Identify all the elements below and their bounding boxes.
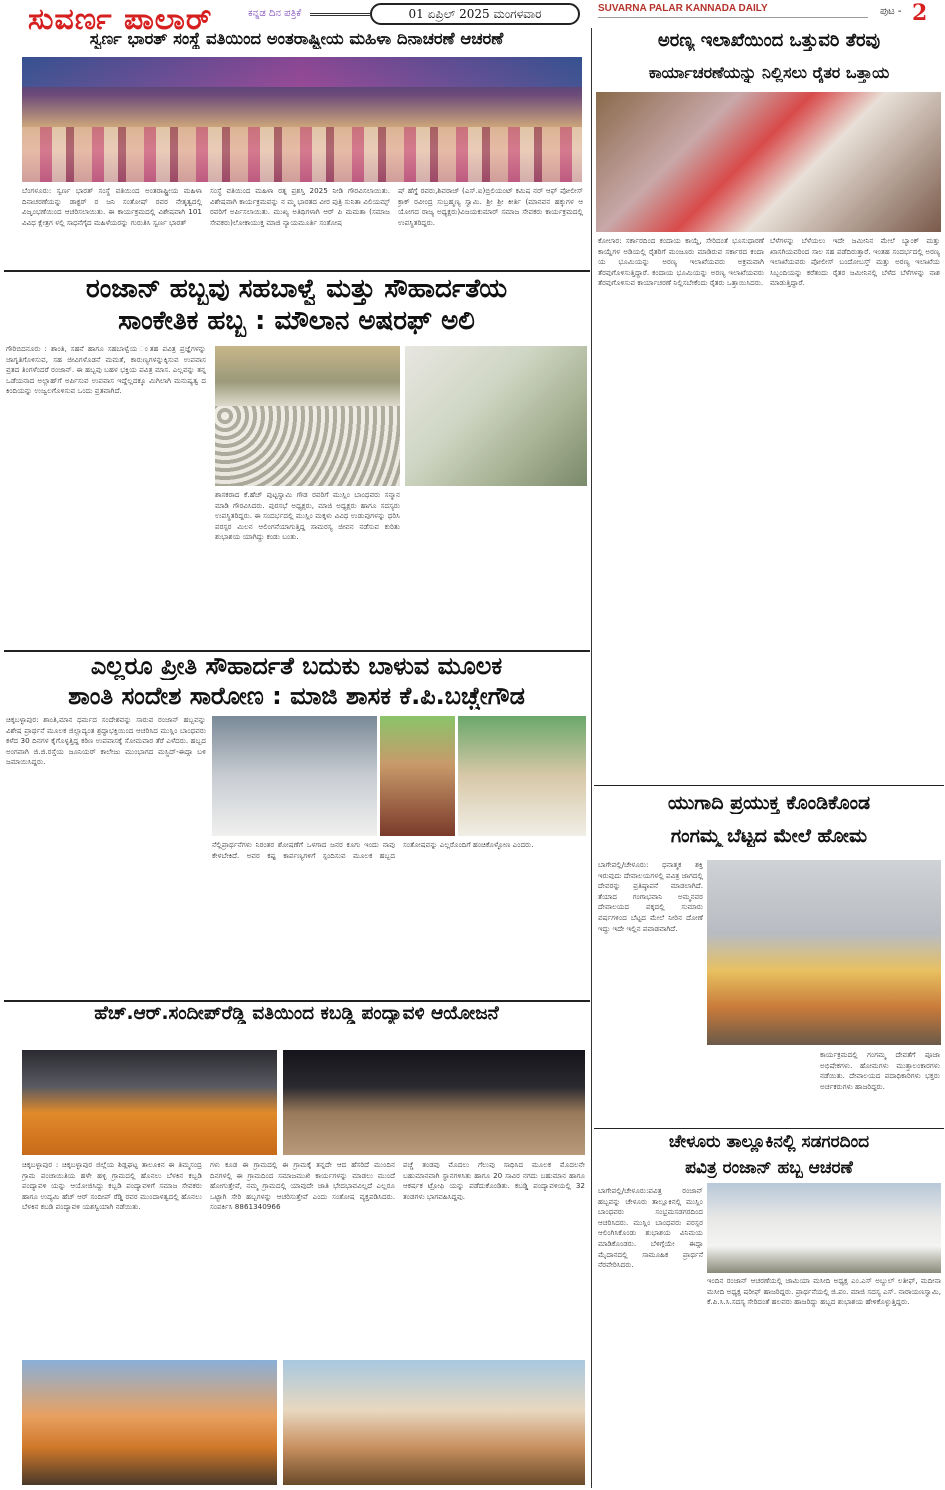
- section-rule: [594, 785, 944, 786]
- photo-peace-cleric: [380, 716, 455, 836]
- issue-date: 01 ಏಪ್ರಿಲ್ 2025 ಮಂಗಳವಾರ: [370, 3, 580, 25]
- photo-peace-greeting: [212, 716, 377, 836]
- article-chelur-col1: ಬಾಗೇಪಲ್ಲಿ/ಚೇಳೂರು:ಪವಿತ್ರ ರಂಜಾನ್ ಹಬ್ಬವನ್ನು ಚೇಳೂರು ತಾಲ್ಲೂಕಿನಲ್ಲಿ ಮುಸ್ಲಿಂ ಬಾಂಧವರು ಸಂಭ್ರಮಸಡಗರದಿಂದ ಆಚರಿಸಿದರು. ಮುಸ್ಲಿಂ ಬಾಂಧವರು ಪರಸ್ಪರ ಆಲಿಂಗಿಸಿಕೊಂಡು ಶುಭಾಶಯ ವಿನಿಮಯ ಮಾಡಿಕೊಂಡರು. ಬೆಳಿಗ್ಗೆಯೇ ಈದ್ಗಾ ಮೈದಾನದಲ್ಲಿ ಸಾಮೂಹಿಕ ಪ್ರಾರ್ಥನೆ ನೆರವೇರಿಸಿದರು.: [598, 1186, 703, 1270]
- article-yugadi-col1: ಬಾಗೇಪಲ್ಲಿ/ಚೇಳೂರು: ಧನಾತ್ಮಕ ಶಕ್ತಿ ಇರುವುದು ದೇವಾಲಯಗಳಲ್ಲಿ ಪವಿತ್ರ ಜಾಗದಲ್ಲಿ ದೇವರನ್ನು ಪ್ರತಿಷ್ಠಾಪನೆ ಮಾಡಲಾಗಿದೆ. ತೆಯಾದ ಗಂಗಾಭವಾನಿ ಅಮ್ಮನವರ ದೇವಾಲಯದ ಪಕ್ಕದಲ್ಲಿ ಸುಮಾರು ವರ್ಷಗಳಿಂದ ಬೆಟ್ಟದ ಮೇಲೆ ನೀರಿನ ದೋಣೆ ಇದ್ದು ಇದೇ ಇಲ್ಲಿನ ಪವಾಡವಾಗಿದೆ.: [598, 860, 703, 933]
- headline-yugadi-line1: ಯುಗಾದಿ ಪ್ರಯುಕ್ತ ಕೊಂಡಿಕೊಂಡ: [667, 792, 871, 814]
- article-womens-day-col3: ಷ್ ಹೆಗ್ಡೆ ರವರು,ಶಿವರಾಜ್ (ಎಸ್.ಐ)ಬ್ರಿಲಿಯಂಟ್ ಕಮಿಷ ನರ್ ಆಫ್ ಪೋಲೀಸ್ ಕ್ರಾಕ್ ರವೀಂದ್ರ ಸುಬ್ರಹ್ಮಣ್ಯ ಸ್ವಾಮಿ. ಶ್ರೀ ಶ್ರೀ ಕೀರ್ತಿ (ಮಾನವನ ಹಕ್ಕುಗಳ ಆ ಯೋಗದ ರಾಜ್ಯ ಅಧ್ಯಕ್ಷರು)ವಿಜಯಕುಮಾರ್ ಸಮಾಜ ಸೇವಕರು ಕಾರ್ಯಕ್ರಮದಲ್ಲಿ ಉಪಸ್ಥಿತರಿದ್ದರು.: [398, 186, 583, 227]
- headline-chelur-line2: ಪವಿತ್ರ ರಂಜಾನ್ ಹಬ್ಬ ಆಚರಣೆ: [685, 1158, 853, 1178]
- photo-ramzan-speaker: [405, 346, 587, 486]
- section-rule: [594, 1128, 944, 1129]
- article-chelur-col2: ಇಂದಿನ ರಂಜಾನ್ ಆಚರಣೆಯಲ್ಲಿ ಜಾಮಿಯಾ ಮಸೀದಿ ಅಧ್ಯಕ್ಷ ಎಂ.ಎಸ್ ಅಬ್ದುಲ್ ಲತೀಫ್, ಮದೀನಾ ಮಸೀದಿ ಅಧ್ಯಕ್ಷ ಷರೀಫ್ ಹಾಜರಿದ್ದರು. ಪ್ರಾರ್ಥನೆಯಲ್ಲಿ ಜಿ.ಪಂ. ಮಾಜಿ ಸದಸ್ಯ ಎಸ್. ನಾರಾಯಣಸ್ವಾಮಿ, ಕೆ.ಪಿ.ಸಿ.ಸಿ.ಸದಸ್ಯ ಸೇರಿದಂತೆ ಹಲವರು ಹಾಜರಿದ್ದು ಹಬ್ಬದ ಶುಭಾಶಯ ಹೇಳಿಕೊಳ್ಳುತ್ತಿದ್ದರು.: [707, 1276, 941, 1307]
- article-kabaddi-col1: ಚಿಕ್ಕಬಳ್ಳಾಪುರ : ಚಿಕ್ಕಬಳ್ಳಾಪುರ ಜಿಲ್ಲೆಯ ಶಿಡ್ಲಘಟ್ಟ ತಾಲೂಕಿನ ಈ ತಿಮ್ಮಸಂದ್ರ ಗ್ರಾಮ ಪಂಚಾಯಿತಿಯ ಹಳೇ ಹಳ್ಳಿ ಗ್ರಾಮದಲ್ಲಿ ಹೊನಲು ಬೆಳಕಿನ ಕಬ್ಬಡಿ ಪಂದ್ಯಾವಳಿ ಯನ್ನು ಆಯೋಜಿಸಿದ್ದು ಕಬ್ಬಡಿ ಪಂದ್ಯಾವಳಿಗೆ ಸಮಾಜ ಸೇವಕರು ಹಾಗೂ ಉದ್ಯಮಿ ಹೆಚ್ ಆರ್ ಸಂದೀಪ್ ರೆಡ್ಡಿ ರವರ ಮುಂದಾಳತ್ವದಲ್ಲಿ ಹೊನಲು ಬೆಳಕಿನ ಕಬಡಿ ಪಂದ್ಯಾವಳಿ ಯಶಸ್ವಿಯಾಗಿ ನಡೆಯಿತು.: [22, 1160, 202, 1212]
- english-name: SUVARNA PALAR KANNADA DAILY: [598, 3, 768, 14]
- article-peace-col2: ನೆಲ್ಲಿಪ್ರಾರ್ಥನೆಗಳು ನಿರಂತರ ಶೋಷಣೆಗೆ ಒಳಗಾದ ಜನರ ಕೂಗು ಇಂದು ನಾವು ಕೇಳಬೇಕಿದೆ. ಅವರ ಕಷ್ಟ ಕಾರ್ಪಣ್ಯಗಳಿಗೆ ಸ್ಪಂದಿಸುವ ಮೂಲಕ ಹಬ್ಬದ ಸಂತೋಷವನ್ನು ಎಲ್ಲರೊಂದಿಗೆ ಹಂಚಿಕೊಳ್ಳೋಣ ಎಂದರು.: [212, 840, 534, 860]
- article-ramzan-col2: ಶಾಸಕರಾದ ಕೆ.ಹೆಚ್ ಪುಟ್ಟಸ್ವಾಮಿ ಗೌಡ ರವರಿಗೆ ಮುಸ್ಲಿಂ ಬಾಂಧವರು ಸನ್ಮಾನ ಮಾಡಿ ಗೌರವಿಸಿದರು. ಪುರಸಭೆ ಅಧ್ಯಕ್ಷರು, ಮಾಜಿ ಅಧ್ಯಕ್ಷರು ಹಾಗೂ ಸದಸ್ಯರು ಉಪಸ್ಥಿತರಿದ್ದರು. ಈ ಸಂದರ್ಭದಲ್ಲಿ ಮುಸ್ಲಿಂ ಮಕ್ಕಳು ವಿವಿಧ ಉಡುಪುಗಳನ್ನು ಧರಿಸಿ ಪರಸ್ಪರ ಮಿಲನ ಆಲಿಂಗನೆಯಾಗುತ್ತಿದ್ದ ಸಾಮರಸ್ಯ ಜೀವನ ನಡೆಸುವ ಕುರಿತು ಶುಭಾಶಯ ಯಾಗಿದ್ದು ಕಂಡು ಬಂತು.: [215, 490, 400, 542]
- article-yugadi-col2: ಕಾರ್ಯಕ್ರಮದಲ್ಲಿ ಗಂಗಮ್ಮ ದೇವತೆಗೆ ಪೂಜಾ ಅಭಿಷೇಕಗಳು. ಹೋಮಗಳು ಮುತ್ತಾಲಂಕಾರಗಳು ನಡೆಯಿತು. ದೇವಾಲಯದ ಪದಾಧಿಕಾರಿಗಳು ಭಕ್ತರು ಅರ್ಚಕರುಗಳು ಹಾಜರಿದ್ದರು.: [820, 1050, 940, 1091]
- page-label: ಪುಟ -: [880, 6, 902, 17]
- english-name-rule: [598, 17, 868, 18]
- headline-forest-line1: ಅರಣ್ಯ ಇಲಾಖೆಯಿಂದ ಒತ್ತುವರಿ ತೆರವು: [657, 30, 881, 51]
- headline-peace-line1: ಎಲ್ಲರೂ ಪ್ರೀತಿ ಸೌಹಾರ್ದತೆ ಬದುಕು ಬಾಳುವ ಮೂಲಕ: [90, 652, 503, 680]
- article-ramzan-col1: ಗೌರಿಬಿದನೂರು : ಶಾಂತಿ, ಸಹನೆ ಹಾಗೂ ಸಹಬಾಳ್ವೆಯ ಂತಹ ಪವಿತ್ರ ಪ್ರಜ್ಞೆಗಳನ್ನು ಜಾಗೃತಿಗೊಳಿಸುವ, ಸಹ ಜೀವಿಗಳೊಡನೆ ಮಮತೆ, ಕಾರುಣ್ಯಗಳನ್ನುಕ್ಕಿಸುವ ಉಪವಾಸ ವ್ರತದ ತಿಂಗಳೆಂದರೆ ರಂಜಾನ್. ಈ ಹಬ್ಬವು ಬಹಳ ಭಕ್ತಿಯ ಪವಿತ್ರ ಮಾಸ. ಎಲ್ಲವನ್ನು ತನ್ನ ಒಡೆಯನಾದ ಅಲ್ಲಾಹ್‌ಗೆ ಅರ್ಪಿಸುವ ಉಪವಾಸ ಇದ್ದೆಲ್ಲದಕ್ಕೂ ಮಿಗಿಲಾಗಿ ಮನುಷ್ಯತ್ವ ದ ಕಿಂದಿಯನ್ನು ಉಜ್ವಲಗೊಳಿಸುವ ಒಂದು ವ್ರತವಾಗಿದೆ.: [6, 344, 206, 396]
- column-divider: [591, 28, 592, 1488]
- headline-womens-day: ಸ್ವರ್ಣ ಭಾರತ್ ಸಂಸ್ಥೆ ವತಿಯಿಂದ ಅಂತರಾಷ್ಟ್ರೀಯ ಮಹಿಳಾ ದಿನಾಚರಣೆ ಆಚರಣೆ: [89, 29, 504, 48]
- photo-ramzan-prayer-gathering: [215, 346, 400, 486]
- newspaper-title: ಸುವರ್ಣ ಪಾಲಾರ್: [28, 2, 213, 37]
- masthead-rule: [310, 13, 370, 16]
- section-rule: [4, 270, 590, 272]
- headline-yugadi-line2: ಗಂಗಮ್ಮ ಬೆಟ್ಟದ ಮೇಲೆ ಹೋಮ: [670, 825, 868, 847]
- photo-kabaddi-players-handshake: [22, 1050, 277, 1155]
- photo-forest-farmers-protest: [596, 92, 941, 232]
- page-number: 2: [912, 0, 928, 26]
- photo-kabaddi-team: [22, 1360, 277, 1485]
- article-womens-day-col1: ಬೆಂಗಳೂರು: ಸ್ವರ್ಣ ಭಾರತ್ ಸಂಸ್ಥೆ ವತಿಯಿಂದ ಅಂತರಾಷ್ಟ್ರೀಯ ಮಹಿಳಾ ದಿನಾಚರಣೆಯನ್ನು ಡಾಕ್ಟರ್ ರ ಜನಿ ಸಂತೋಷ್ ರವರ ನೇತೃತ್ವದಲ್ಲಿ ವಿಜೃಂಭಣೆಯಿಂದ ಆಚರಿಸಲಾಯಿತು. ಈ ಕಾರ್ಯಕ್ರಮದಲ್ಲಿ ವಿಶೇಷವಾಗಿ 101 ವಿವಿಧ ಕ್ಷೇತ್ರಗ ಳಲ್ಲಿ ಸಾಧನೆಗೈದ ಮಹಿಳೆಯರನ್ನು ಗುರುತಿಸಿ ಸ್ವರ್ಣ ಭಾರತ್: [22, 186, 202, 227]
- article-kabaddi-col3: ಪಚ್ಚೆ ತಂಡವು ಮೊದಲು ಗೆಲುವು ಸಾಧಿಸಿದ ಮೂಲಕ ಮೊದಲನೇ ಬಹುಮಾನವಾಗಿ ಸ್ಥಾನಗಳಿಸಿತು ಹಾಗೂ 20 ಸಾವಿರ ನಗದು ಬಹುಮಾನ ಹಾಗೂ ಆಕರ್ಷಕ ಟ್ರೋಫಿ ಯನ್ನು ಪಡೆದುಕೊಂಡಿತು. ಕಬಡ್ಡಿ ಪಂದ್ಯಾವಳಿಯಲ್ಲಿ 32 ತಂಡಗಳು ಭಾಗವಹಿಸಿದ್ದವು.: [403, 1160, 585, 1201]
- headline-kabaddi: ಹೆಚ್.ಆರ್.ಸಂದೀಪ್‌ರೆಡ್ಡಿ ವತಿಯಿಂದ ಕಬಡ್ಡಿ ಪಂದ್ಯಾವಳಿ ಆಯೋಜನೆ: [94, 1003, 499, 1024]
- headline-chelur-line1: ಚೇಳೂರು ತಾಲ್ಲೂಕಿನಲ್ಲಿ ಸಡಗರದಿಂದ: [668, 1132, 870, 1152]
- headline-forest-line2: ಕಾರ್ಯಾಚರಣೆಯನ್ನು ನಿಲ್ಲಿಸಲು ರೈತರ ಒತ್ತಾಯ: [648, 63, 890, 82]
- photo-womens-day-event: [22, 57, 582, 182]
- article-forest-col2: ಬೆಳೆಗಳನ್ನು ಬೆಳೆಯಲು ಇದೇ ಜಮೀನಿನ ಮೇಲೆ ಬ್ಯಾಂಕ್ ಮತ್ತು ಖಾಸಗಿಯವರಿಂದ ಸಾಲ ಸಹ ಪಡೆದಿರುತ್ತಾರೆ. ಇಂತಹ ಸಂದರ್ಭದಲ್ಲಿ ಅರಣ್ಯ ಇಲಾಖೆಯವರು ಪೋಲೀಸ್ ಬಂದೋಬಸ್ತ್ ಮತ್ತು ಅರಣ್ಯ ಇಲಾಖೆಯ ಸಿಬ್ಬಂದಿಯನ್ನು ಕರೆತಂದು ರೈತರ ಜಮೀನಿನಲ್ಲಿ ಬೆಳೆದ ಬೆಳೆಗಳನ್ನು ನಾಶ ಮಾಡುತ್ತಿದ್ದಾರೆ.: [770, 236, 940, 288]
- article-peace-col1: ಚಿಕ್ಕಬಳ್ಳಾಪುರ: ಶಾಂತಿ,ಮಾನ ಧರ್ಮದ ಸಂದೇಶವನ್ನು ಸಾರುವ ರಂಜಾನ್ ಹಬ್ಬವನ್ನು ವಿಶೇಷ ಪ್ರಾರ್ಥನೆ ಮೂಲಕ ಜಿಲ್ಲಾದ್ಯಂತ ಶ್ರದ್ಧಾಭಕ್ತಿಯಿಂದ ಆಚರಿಸಿದ ಮುಸ್ಲಿಂ ಬಾಂಧವರು ಕಳೆದ 30 ದಿನಗಳ ಕೈಗೊಳ್ಳತ್ತಿದ್ದ ಕಠಿಣ ಉಪವಾಸಕ್ಕೆ ಸೋಮವಾರ ತೆರೆ ಎಳೆದರು. ಹಬ್ಬದ ಅಂಗವಾಗಿ ಜಿ.ಜಿ.ರಸ್ತೆಯ ಜೂನಿಯರ್ ಕಾಲೇಜು ಮುಂಭಾಗದ ಮಸ್ಜಿದ್-ಈದ್ಗಾ ಬಳಿ ಜಮಾಯಿಸಿದ್ದರು.: [6, 715, 206, 767]
- article-kabaddi-col2: ಗಳು ಕೂಡ ಈ ಗ್ರಾಮದಲ್ಲಿ ಈ ಗ್ರಾಮಕ್ಕೆ ತನ್ನದೇ ಆದ ಹೆಸರಿದೆ ಮುಂದಿನ ದಿನಗಳಲ್ಲಿ ಈ ಗ್ರಾಮದಿಂದ ಸಮಾಜಮುಖಿ ಕಾರ್ಯಗಳನ್ನು ಮಾಡಲು ಮುಂದೆ ಹೋಗುತ್ತೇವೆ, ನಮ್ಮ ಗ್ರಾಮದಲ್ಲಿ ಯಾವುದೇ ಜಾತಿ ಭೇದಭಾವವಿಲ್ಲದೆ ಎಲ್ಲರೂ ಒಟ್ಟಾಗಿ ಸೇರಿ ಹಬ್ಬಗಳನ್ನು ಆಚರಿಸುತ್ತೇವೆ ಎಂದು ಸಂತೋಷ ವ್ಯಕ್ತಪಡಿಸಿದರು. ಸಂಪರ್ಕಿಸಿ 8861340966: [210, 1160, 395, 1212]
- headline-peace-line2: ಶಾಂತಿ ಸಂದೇಶ ಸಾರೋಣ : ಮಾಜಿ ಶಾಸಕ ಕೆ.ಪಿ.ಬಚ್ಚೇಗೌಡ: [68, 682, 525, 710]
- photo-yugadi-homa: [707, 860, 941, 1045]
- photo-kabaddi-trophy: [283, 1360, 585, 1485]
- photo-kabaddi-match-night: [283, 1050, 585, 1155]
- photo-chelur-prayer: [707, 1183, 941, 1273]
- section-rule: [4, 1000, 590, 1002]
- article-womens-day-col2: ಸಂಸ್ಥೆ ವತಿಯಿಂದ ಮಹಿಳಾ ರತ್ನ ಪ್ರಶಸ್ತಿ 2025 ನೀಡಿ ಗೌರವಿಸಲಾಯಿತು. ವಿಶೇಷವಾಗಿ ಕಾರ್ಯಕ್ರಮವನ್ನು ನ ಮ್ಮ ಭಾರತದ ವೀರ ಪುತ್ರಿ ಸುನಿತಾ ವಿಲಿಯಮ್ಸ್ ರವರಿಗೆ ಅರ್ಪಿಸಲಾಯಿತು. ಮುಖ್ಯ ಅತಿಥಿಗಳಾಗಿ ಆರ್ ಪಿ ಮಮತಾ (ಸಮಾಜ ಸೇವಕರು)ಲೋಕಾಯುಕ್ತ ಮಾಜಿ ನ್ಯಾಯಮೂರ್ತಿ ಸಂತೋಷ: [210, 186, 390, 227]
- newspaper-subtitle: ಕನ್ನಡ ದಿನ ಪತ್ರಿಕೆ: [248, 8, 302, 19]
- article-forest-col1: ಕೋಲಾರ: ಸರ್ಕಾರದಿಂದ ಕಂದಾಯ ಕಾಯ್ದೆ, ಸೇರಿದಂತೆ ಭೂಸುಧಾರಣೆ ಕಾಯ್ದೆಗಳ ಅಡಿಯಲ್ಲಿ ರೈತರಿಗೆ ಮಂಜೂರು ಮಾಡಿರುವ ಸರ್ಕಾರದ ಕಂದಾ ಯ ಭೂಮಿಯನ್ನು ಅರಣ್ಯ ಇಲಾಖೆಯವರು ಅಕ್ರಮವಾಗಿ ತೆರವುಗೊಳಿಸುತ್ತಿದ್ದಾರೆ. ಕಂದಾಯ ಭೂಮಿಯನ್ನು ಅರಣ್ಯ ಇಲಾಖೆಯವರು ತೆರವುಗೊಳಿಸುವ ಕಾರ್ಯಾಚರಣೆ ನಿಲ್ಲಿಸಬೇಕೆಂದು ರೈತರು ಒತ್ತಾಯಿಸಿದರು.: [598, 236, 764, 288]
- headline-ramzan-line1: ರಂಜಾನ್ ಹಬ್ಬವು ಸಹಬಾಳ್ವೆ ಮತ್ತು ಸೌಹಾರ್ದತೆಯ: [85, 274, 508, 304]
- headline-ramzan-line2: ಸಾಂಕೇತಿಕ ಹಬ್ಬ : ಮೌಲಾನ ಅಷರಫ್ ಅಲಿ: [118, 306, 475, 336]
- photo-peace-speaker: [458, 716, 586, 836]
